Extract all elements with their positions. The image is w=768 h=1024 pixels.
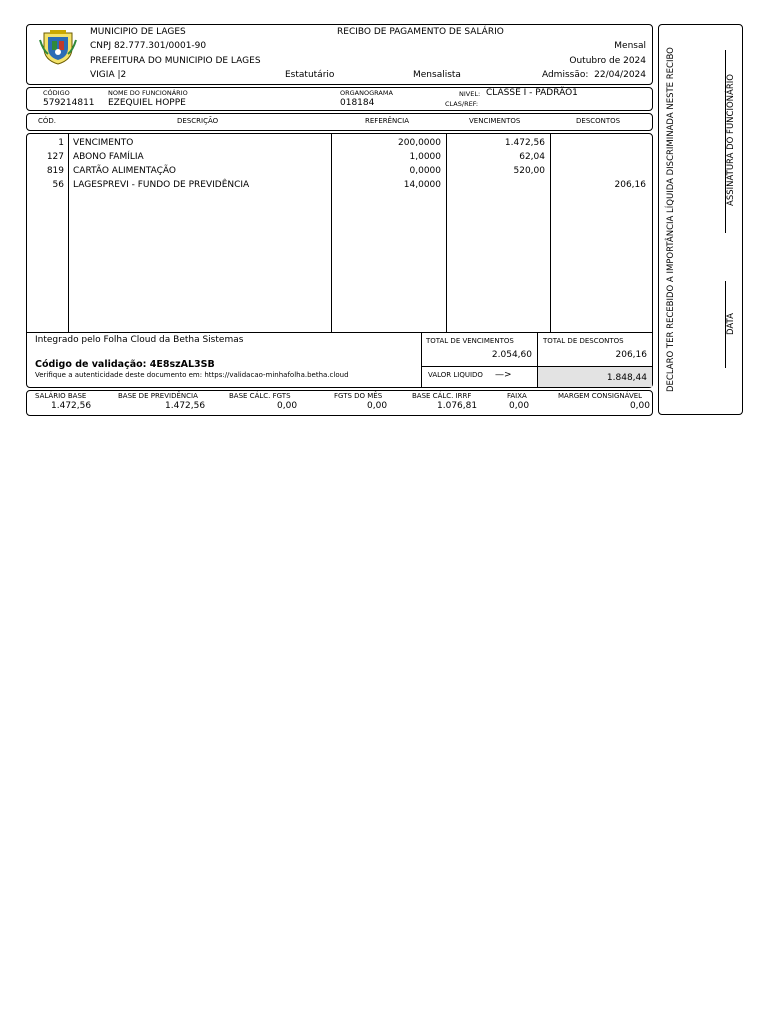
signature-label: ASSINATURA DO FUNCIONÁRIO: [726, 74, 736, 206]
item-code: 127: [46, 152, 64, 162]
net-value: 1.848,44: [606, 373, 647, 383]
employee-box: [26, 87, 653, 111]
base-value: 0,00: [277, 401, 298, 411]
item-reference: 14,0000: [403, 180, 441, 190]
organogram: 018184: [340, 98, 375, 108]
receipt-title: RECIBO DE PAGAMENTO DE SALÁRIO: [337, 27, 504, 37]
table-row: [27, 166, 652, 180]
base-label: BASE CÁLC. FGTS: [229, 392, 291, 400]
base-value: 0,00: [629, 401, 650, 411]
base-label: SALÁRIO BASE: [35, 392, 87, 400]
item-description: ABONO FAMÍLIA: [73, 152, 144, 162]
item-deduction: 206,16: [614, 180, 646, 190]
employee-code-label: CÓDIGO: [43, 89, 70, 97]
total-deductions-label: TOTAL DE DESCONTOS: [543, 337, 624, 345]
pay-type: Mensalista: [413, 70, 461, 80]
col-earnings: VENCIMENTOS: [469, 117, 521, 125]
validation-code: Código de validação: 4E8szAL3SB: [35, 359, 215, 370]
base-label: MARGEM CONSIGNÁVEL: [558, 392, 643, 400]
item-earning: 1.472,56: [504, 138, 545, 148]
base-label: FAIXA: [507, 392, 527, 400]
periodicity: Mensal: [614, 41, 646, 51]
table-row: [27, 152, 652, 166]
base-value: 1.076,81: [437, 401, 478, 411]
bases-box: [26, 390, 653, 416]
receipt-declaration: DECLARO TER RECEBIDO A IMPORTÂNCIA LÍQUIDA DISCRIMINADA NESTE RECIBO: [666, 47, 676, 392]
col-reference: REFERÊNCIA: [365, 117, 409, 125]
total-earnings-label: TOTAL DE VENCIMENTOS: [426, 337, 514, 345]
item-description: VENCIMENTO: [73, 138, 134, 148]
level-label: NIVEL:: [459, 90, 481, 98]
col-cod: CÓD.: [38, 117, 57, 125]
item-code: 1: [58, 138, 64, 148]
level-value: CLASSE I - PADRÃO1: [486, 88, 578, 98]
integration-note: Integrado pelo Folha Cloud da Betha Sistemas: [35, 335, 244, 345]
signature-box: [658, 24, 743, 415]
employee-name-label: NOME DO FUNCIONÁRIO: [108, 89, 188, 97]
admission-label: Admissão:: [541, 70, 589, 80]
employment-regime: Estatutário: [285, 70, 335, 80]
col-deductions: DESCONTOS: [576, 117, 621, 125]
total-deductions: 206,16: [615, 350, 647, 360]
item-description: CARTÃO ALIMENTAÇÃO: [73, 166, 176, 176]
net-value-label: VALOR LIQUIDO: [428, 371, 483, 379]
col-description: DESCRIÇÃO: [177, 117, 219, 125]
organogram-label: ORGANOGRAMA: [340, 89, 393, 97]
municipio-name: MUNICIPIO DE LAGES: [90, 27, 186, 37]
base-label: FGTS DO MÊS: [334, 392, 383, 400]
item-reference: 0,0000: [409, 166, 441, 176]
job-title: VIGIA |2: [90, 70, 127, 80]
competence: Outubro de 2024: [569, 56, 646, 66]
item-earning: 62,04: [519, 152, 545, 162]
table-row: [27, 180, 652, 194]
header-box: [26, 24, 653, 85]
item-code: 56: [52, 180, 64, 190]
columns-header: [26, 113, 653, 131]
items-box: [26, 133, 653, 388]
admission-date: [542, 70, 646, 80]
item-earning: 520,00: [513, 166, 545, 176]
class-ref-label: CLAS/REF:: [445, 100, 479, 108]
coat-of-arms-icon: [38, 30, 78, 66]
item-reference: 200,0000: [398, 138, 441, 148]
base-value: 0,00: [367, 401, 388, 411]
base-value: 1.472,56: [51, 401, 92, 411]
admission-value: 22/04/2024: [594, 70, 646, 80]
item-description: LAGESPREVI - FUNDO DE PREVIDÊNCIA: [73, 180, 250, 190]
employee-name: EZEQUIEL HOPPE: [108, 98, 186, 108]
base-label: BASE DE PREVIDÊNCIA: [118, 392, 198, 400]
base-value: 0,00: [509, 401, 530, 411]
date-label: DATA: [726, 313, 736, 335]
base-value: 1.472,56: [165, 401, 206, 411]
item-code: 819: [46, 166, 64, 176]
base-label: BASE CÁLC. IRRF: [412, 392, 472, 400]
verification-note: Verifique a autenticidade deste documento em: https://validacao-minhafolha.betha.cloud: [35, 371, 349, 379]
total-earnings: 2.054,60: [491, 350, 532, 360]
organization-name: PREFEITURA DO MUNICIPIO DE LAGES: [90, 56, 261, 66]
arrow-right-icon: —>: [495, 370, 512, 380]
item-reference: 1,0000: [409, 152, 441, 162]
cnpj: CNPJ 82.777.301/0001-90: [90, 41, 207, 51]
employee-code: 579214811: [43, 98, 95, 108]
table-row: [27, 138, 652, 152]
